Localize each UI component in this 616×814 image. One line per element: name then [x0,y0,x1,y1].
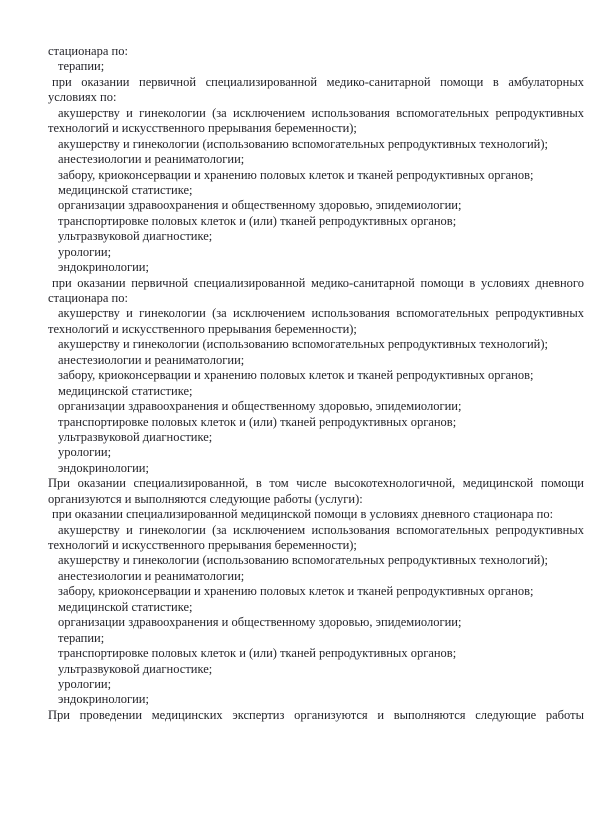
text-line: забору, криоконсервации и хранению половых клеток и тканей репродуктивных органов; [58,167,534,182]
text-line: при оказании первичной специализированной медико-санитарной помощи в условиях дневного [52,275,584,290]
text-line: ультразвуковой диагностике; [58,661,213,676]
text-line: технологий и искусственного прерывания беременности); [48,121,357,136]
text-line: организуются и выполняются следующие работы (услуги): [48,491,363,506]
text-line: забору, криоконсервации и хранению половых клеток и тканей репродуктивных органов; [58,368,534,383]
text-line: технологий и искусственного прерывания беременности); [48,321,357,336]
text-line: терапии; [58,59,105,74]
text-line: медицинской статистике; [58,383,193,398]
text-line: ультразвуковой диагностике; [58,229,213,244]
text-line: анестезиологии и реаниматологии; [58,568,245,583]
text-line: эндокринологии; [58,260,149,275]
text-line: условиях по: [48,90,117,105]
text-line: урологии; [58,244,112,259]
text-line: акушерству и гинекологии (за исключением использования вспомогательных репродуктивных [58,522,584,537]
text-line: стационара по: [48,291,128,305]
text-line: анестезиологии и реаниматологии; [58,152,245,167]
text-line: акушерству и гинекологии (использованию вспомогательных репродуктивных технологий); [58,553,549,568]
text-line: урологии; [58,676,112,691]
text-line: акушерству и гинекологии (использованию вспомогательных репродуктивных технологий); [58,337,549,352]
text-line: организации здравоохранения и общественному здоровью, эпидемиологии; [58,615,462,630]
text-line: технологий и искусственного прерывания беременности); [48,538,357,552]
text-line: урологии; [58,445,112,460]
text-line: медицинской статистике; [58,182,193,197]
text-line: терапии; [58,630,105,645]
text-line: При проведении медицинских экспертиз организуются и выполняются следующие работы [48,707,584,722]
text-line: При оказании специализированной, в том числе высокотехнологичной, медицинской помощи [48,476,584,491]
text-line: при оказании первичной специализированной медико-санитарной помощи в амбулаторных [52,74,584,89]
text-line: эндокринологии; [58,692,149,707]
text-line: организации здравоохранения и общественному здоровью, эпидемиологии; [58,399,462,414]
text-line: забору, криоконсервации и хранению половых клеток и тканей репродуктивных органов; [58,584,534,599]
text-line: стационара по: [48,44,128,58]
text-line: акушерству и гинекологии (использованию вспомогательных репродуктивных технологий); [58,136,549,151]
text-line: при оказании специализированной медицинской помощи в условиях дневного стационара по: [52,507,554,522]
text-line: организации здравоохранения и общественному здоровью, эпидемиологии; [58,198,462,213]
text-line: эндокринологии; [58,460,149,475]
text-line: акушерству и гинекологии (за исключением использования вспомогательных репродуктивных [58,306,584,321]
text-line: анестезиологии и реаниматологии; [58,352,245,367]
text-line: транспортировке половых клеток и (или) тканей репродуктивных органов; [58,646,457,661]
document-text-block [48,44,584,723]
text-line: акушерству и гинекологии (за исключением использования вспомогательных репродуктивных [58,105,584,120]
text-line: ультразвуковой диагностике; [58,429,213,444]
text-line: транспортировке половых клеток и (или) тканей репродуктивных органов; [58,414,457,429]
text-line: медицинской статистике; [58,599,193,614]
text-line: транспортировке половых клеток и (или) тканей репродуктивных органов; [58,213,457,228]
